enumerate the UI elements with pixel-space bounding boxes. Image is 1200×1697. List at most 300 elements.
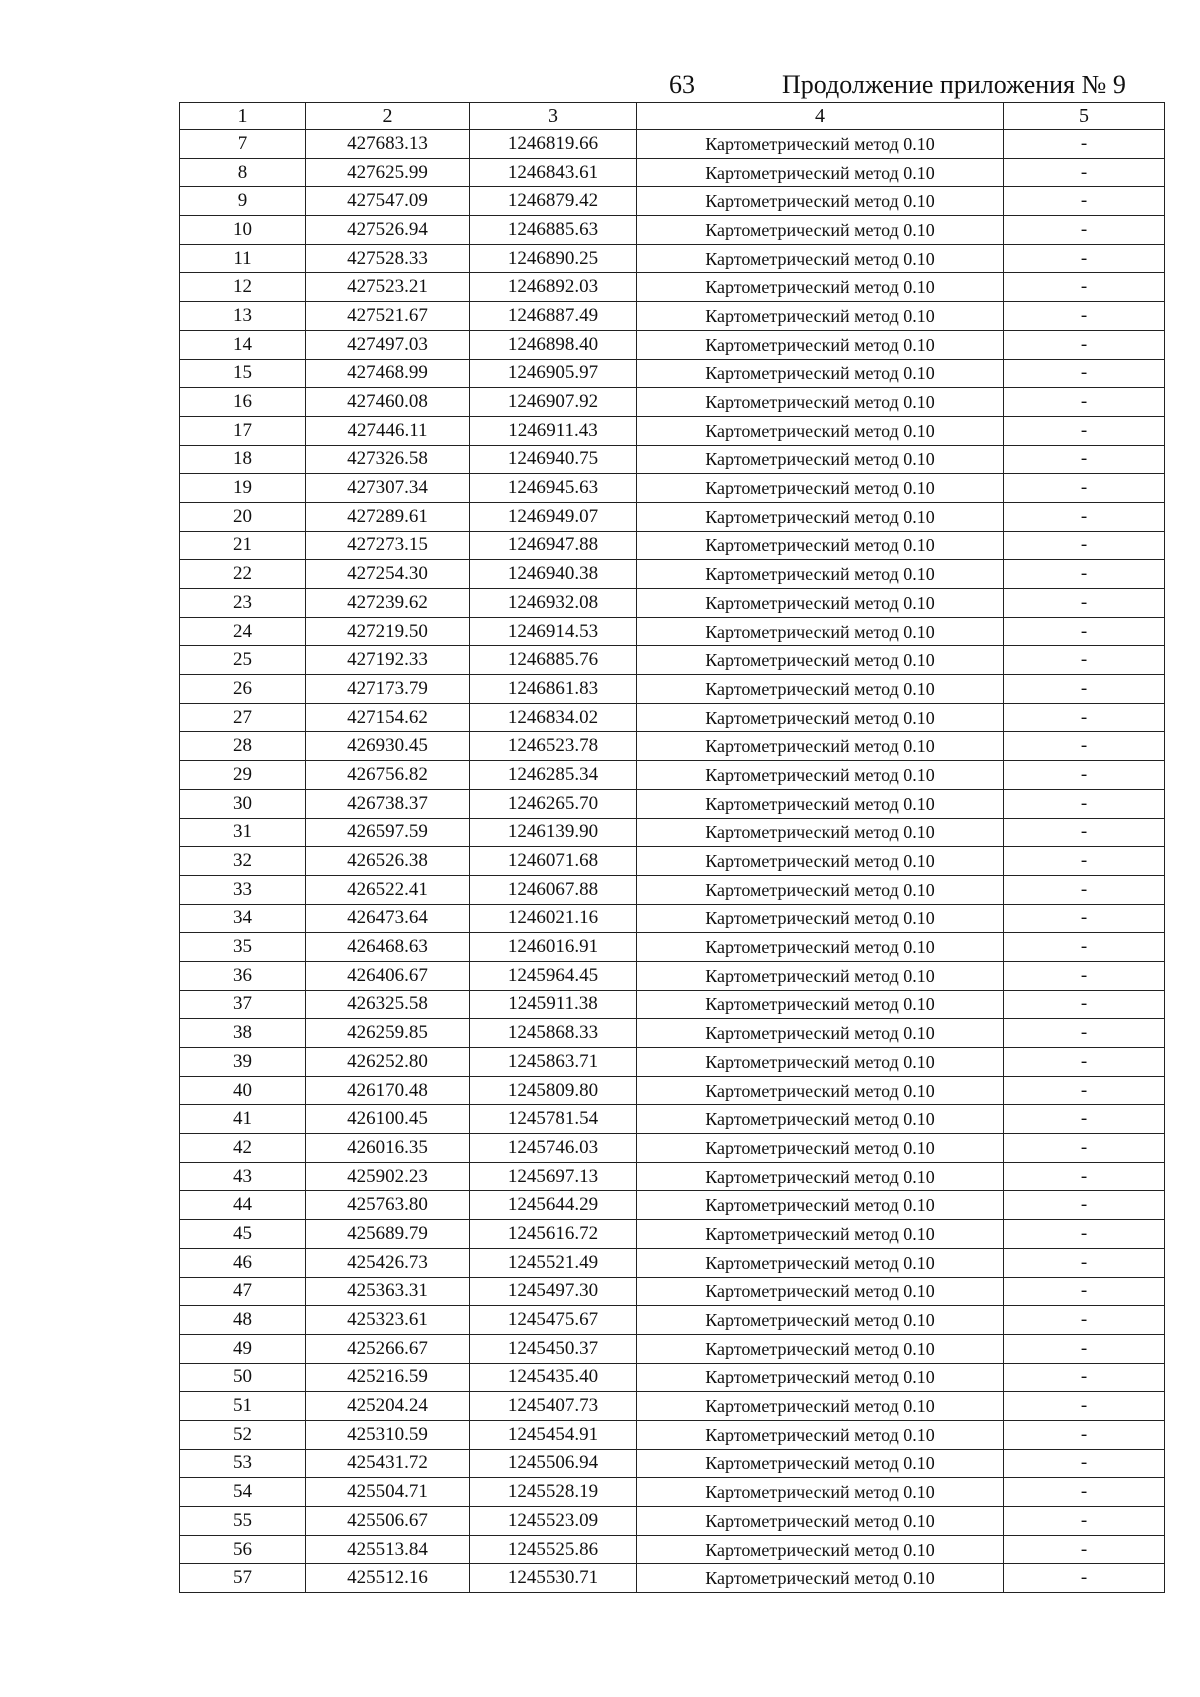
note-cell: -: [1004, 732, 1165, 761]
method-cell: Картометрический метод 0.10: [637, 933, 1004, 962]
method-cell: Картометрический метод 0.10: [637, 675, 1004, 704]
point-number-cell: 49: [180, 1334, 306, 1363]
point-number-cell: 26: [180, 675, 306, 704]
note-cell: -: [1004, 1076, 1165, 1105]
point-number-cell: 48: [180, 1306, 306, 1335]
point-number-cell: 56: [180, 1535, 306, 1564]
table-row: [180, 675, 1165, 704]
y-coordinate-cell: 1246947.88: [470, 531, 637, 560]
method-cell: Картометрический метод 0.10: [637, 244, 1004, 273]
method-cell: Картометрический метод 0.10: [637, 1162, 1004, 1191]
note-cell: -: [1004, 502, 1165, 531]
note-cell: -: [1004, 474, 1165, 503]
method-cell: Картометрический метод 0.10: [637, 617, 1004, 646]
note-cell: -: [1004, 1507, 1165, 1536]
table-row: [180, 1105, 1165, 1134]
x-coordinate-cell: 427289.61: [306, 502, 470, 531]
y-coordinate-cell: 1245506.94: [470, 1449, 637, 1478]
table-row: [180, 216, 1165, 245]
note-cell: -: [1004, 789, 1165, 818]
x-coordinate-cell: 427683.13: [306, 130, 470, 159]
y-coordinate-cell: 1246898.40: [470, 330, 637, 359]
method-cell: Картометрический метод 0.10: [637, 130, 1004, 159]
x-coordinate-cell: 425504.71: [306, 1478, 470, 1507]
note-cell: -: [1004, 1105, 1165, 1134]
column-header-5: 5: [1004, 103, 1165, 130]
x-coordinate-cell: 427219.50: [306, 617, 470, 646]
note-cell: -: [1004, 990, 1165, 1019]
method-cell: Картометрический метод 0.10: [637, 502, 1004, 531]
point-number-cell: 39: [180, 1048, 306, 1077]
y-coordinate-cell: 1245525.86: [470, 1535, 637, 1564]
y-coordinate-cell: 1246016.91: [470, 933, 637, 962]
method-cell: Картометрический метод 0.10: [637, 1105, 1004, 1134]
x-coordinate-cell: 427239.62: [306, 589, 470, 618]
table-row: [180, 273, 1165, 302]
note-cell: -: [1004, 1162, 1165, 1191]
x-coordinate-cell: 426930.45: [306, 732, 470, 761]
column-header-4: 4: [637, 103, 1004, 130]
method-cell: Картометрический метод 0.10: [637, 474, 1004, 503]
table-row: [180, 1019, 1165, 1048]
x-coordinate-cell: 426252.80: [306, 1048, 470, 1077]
point-number-cell: 11: [180, 244, 306, 273]
point-number-cell: 41: [180, 1105, 306, 1134]
method-cell: Картометрический метод 0.10: [637, 847, 1004, 876]
y-coordinate-cell: 1246940.75: [470, 445, 637, 474]
point-number-cell: 50: [180, 1363, 306, 1392]
x-coordinate-cell: 425323.61: [306, 1306, 470, 1335]
y-coordinate-cell: 1246021.16: [470, 904, 637, 933]
note-cell: -: [1004, 1478, 1165, 1507]
y-coordinate-cell: 1246843.61: [470, 158, 637, 187]
method-cell: Картометрический метод 0.10: [637, 1277, 1004, 1306]
x-coordinate-cell: 426473.64: [306, 904, 470, 933]
x-coordinate-cell: 427521.67: [306, 302, 470, 331]
point-number-cell: 42: [180, 1134, 306, 1163]
note-cell: -: [1004, 617, 1165, 646]
x-coordinate-cell: 426526.38: [306, 847, 470, 876]
point-number-cell: 46: [180, 1248, 306, 1277]
method-cell: Картометрический метод 0.10: [637, 990, 1004, 1019]
method-cell: Картометрический метод 0.10: [637, 1564, 1004, 1593]
y-coordinate-cell: 1245697.13: [470, 1162, 637, 1191]
x-coordinate-cell: 425266.67: [306, 1334, 470, 1363]
method-cell: Картометрический метод 0.10: [637, 1449, 1004, 1478]
y-coordinate-cell: 1246890.25: [470, 244, 637, 273]
note-cell: -: [1004, 130, 1165, 159]
y-coordinate-cell: 1245746.03: [470, 1134, 637, 1163]
y-coordinate-cell: 1246887.49: [470, 302, 637, 331]
method-cell: Картометрический метод 0.10: [637, 216, 1004, 245]
table-row: [180, 158, 1165, 187]
method-cell: Картометрический метод 0.10: [637, 1478, 1004, 1507]
point-number-cell: 47: [180, 1277, 306, 1306]
note-cell: -: [1004, 531, 1165, 560]
y-coordinate-cell: 1246949.07: [470, 502, 637, 531]
table-row: [180, 789, 1165, 818]
coordinates-table: [179, 102, 1165, 1593]
x-coordinate-cell: 425506.67: [306, 1507, 470, 1536]
y-coordinate-cell: 1246139.90: [470, 818, 637, 847]
point-number-cell: 31: [180, 818, 306, 847]
point-number-cell: 16: [180, 388, 306, 417]
x-coordinate-cell: 425763.80: [306, 1191, 470, 1220]
note-cell: -: [1004, 158, 1165, 187]
method-cell: Картометрический метод 0.10: [637, 560, 1004, 589]
point-number-cell: 22: [180, 560, 306, 589]
method-cell: Картометрический метод 0.10: [637, 187, 1004, 216]
table-row: [180, 1134, 1165, 1163]
table-row: [180, 904, 1165, 933]
method-cell: Картометрический метод 0.10: [637, 1363, 1004, 1392]
column-header-1: 1: [180, 103, 306, 130]
y-coordinate-cell: 1246285.34: [470, 761, 637, 790]
method-cell: Картометрический метод 0.10: [637, 1248, 1004, 1277]
note-cell: -: [1004, 1019, 1165, 1048]
x-coordinate-cell: 427307.34: [306, 474, 470, 503]
method-cell: Картометрический метод 0.10: [637, 416, 1004, 445]
x-coordinate-cell: 425216.59: [306, 1363, 470, 1392]
method-cell: Картометрический метод 0.10: [637, 1334, 1004, 1363]
y-coordinate-cell: 1245528.19: [470, 1478, 637, 1507]
y-coordinate-cell: 1246911.43: [470, 416, 637, 445]
x-coordinate-cell: 426100.45: [306, 1105, 470, 1134]
table-row: [180, 1535, 1165, 1564]
y-coordinate-cell: 1245523.09: [470, 1507, 637, 1536]
point-number-cell: 25: [180, 646, 306, 675]
x-coordinate-cell: 426738.37: [306, 789, 470, 818]
table-row: [180, 1507, 1165, 1536]
y-coordinate-cell: 1245863.71: [470, 1048, 637, 1077]
note-cell: -: [1004, 388, 1165, 417]
point-number-cell: 12: [180, 273, 306, 302]
table-row: [180, 703, 1165, 732]
x-coordinate-cell: 427547.09: [306, 187, 470, 216]
table-row: [180, 560, 1165, 589]
point-number-cell: 8: [180, 158, 306, 187]
y-coordinate-cell: 1246907.92: [470, 388, 637, 417]
note-cell: -: [1004, 646, 1165, 675]
column-header-3: 3: [470, 103, 637, 130]
y-coordinate-cell: 1245497.30: [470, 1277, 637, 1306]
point-number-cell: 37: [180, 990, 306, 1019]
y-coordinate-cell: 1246834.02: [470, 703, 637, 732]
note-cell: -: [1004, 1420, 1165, 1449]
note-cell: -: [1004, 1248, 1165, 1277]
note-cell: -: [1004, 1535, 1165, 1564]
note-cell: -: [1004, 675, 1165, 704]
x-coordinate-cell: 427528.33: [306, 244, 470, 273]
point-number-cell: 35: [180, 933, 306, 962]
table-row: [180, 416, 1165, 445]
method-cell: Картометрический метод 0.10: [637, 789, 1004, 818]
table-row: [180, 1191, 1165, 1220]
method-cell: Картометрический метод 0.10: [637, 359, 1004, 388]
method-cell: Картометрический метод 0.10: [637, 445, 1004, 474]
note-cell: -: [1004, 1564, 1165, 1593]
x-coordinate-cell: 425689.79: [306, 1220, 470, 1249]
y-coordinate-cell: 1246861.83: [470, 675, 637, 704]
y-coordinate-cell: 1246905.97: [470, 359, 637, 388]
table-row: [180, 875, 1165, 904]
method-cell: Картометрический метод 0.10: [637, 1306, 1004, 1335]
note-cell: -: [1004, 1191, 1165, 1220]
method-cell: Картометрический метод 0.10: [637, 1048, 1004, 1077]
note-cell: -: [1004, 875, 1165, 904]
point-number-cell: 32: [180, 847, 306, 876]
x-coordinate-cell: 425363.31: [306, 1277, 470, 1306]
x-coordinate-cell: 426522.41: [306, 875, 470, 904]
method-cell: Картометрический метод 0.10: [637, 1019, 1004, 1048]
x-coordinate-cell: 427254.30: [306, 560, 470, 589]
point-number-cell: 34: [180, 904, 306, 933]
x-coordinate-cell: 427273.15: [306, 531, 470, 560]
x-coordinate-cell: 427154.62: [306, 703, 470, 732]
x-coordinate-cell: 425512.16: [306, 1564, 470, 1593]
point-number-cell: 30: [180, 789, 306, 818]
y-coordinate-cell: 1245475.67: [470, 1306, 637, 1335]
table-row: [180, 502, 1165, 531]
x-coordinate-cell: 426325.58: [306, 990, 470, 1019]
table-row: [180, 1478, 1165, 1507]
point-number-cell: 7: [180, 130, 306, 159]
x-coordinate-cell: 426756.82: [306, 761, 470, 790]
x-coordinate-cell: 427523.21: [306, 273, 470, 302]
y-coordinate-cell: 1246914.53: [470, 617, 637, 646]
y-coordinate-cell: 1245809.80: [470, 1076, 637, 1105]
method-cell: Картометрический метод 0.10: [637, 818, 1004, 847]
method-cell: Картометрический метод 0.10: [637, 875, 1004, 904]
x-coordinate-cell: 425426.73: [306, 1248, 470, 1277]
note-cell: -: [1004, 761, 1165, 790]
point-number-cell: 14: [180, 330, 306, 359]
x-coordinate-cell: 426597.59: [306, 818, 470, 847]
y-coordinate-cell: 1246945.63: [470, 474, 637, 503]
table-row: [180, 961, 1165, 990]
table-row: [180, 244, 1165, 273]
method-cell: Картометрический метод 0.10: [637, 1392, 1004, 1421]
point-number-cell: 17: [180, 416, 306, 445]
method-cell: Картометрический метод 0.10: [637, 388, 1004, 417]
point-number-cell: 28: [180, 732, 306, 761]
method-cell: Картометрический метод 0.10: [637, 302, 1004, 331]
note-cell: -: [1004, 359, 1165, 388]
point-number-cell: 18: [180, 445, 306, 474]
x-coordinate-cell: 426016.35: [306, 1134, 470, 1163]
table-row: [180, 1076, 1165, 1105]
y-coordinate-cell: 1246819.66: [470, 130, 637, 159]
note-cell: -: [1004, 1277, 1165, 1306]
table-row: [180, 1420, 1165, 1449]
x-coordinate-cell: 427192.33: [306, 646, 470, 675]
note-cell: -: [1004, 933, 1165, 962]
x-coordinate-cell: 425513.84: [306, 1535, 470, 1564]
point-number-cell: 38: [180, 1019, 306, 1048]
y-coordinate-cell: 1245530.71: [470, 1564, 637, 1593]
table-row: [180, 761, 1165, 790]
table-row: [180, 1334, 1165, 1363]
x-coordinate-cell: 425204.24: [306, 1392, 470, 1421]
x-coordinate-cell: 427625.99: [306, 158, 470, 187]
note-cell: -: [1004, 847, 1165, 876]
point-number-cell: 36: [180, 961, 306, 990]
method-cell: Картометрический метод 0.10: [637, 589, 1004, 618]
x-coordinate-cell: 425902.23: [306, 1162, 470, 1191]
point-number-cell: 43: [180, 1162, 306, 1191]
y-coordinate-cell: 1245964.45: [470, 961, 637, 990]
note-cell: -: [1004, 1449, 1165, 1478]
point-number-cell: 9: [180, 187, 306, 216]
table-row: [180, 732, 1165, 761]
y-coordinate-cell: 1245868.33: [470, 1019, 637, 1048]
table-row: [180, 646, 1165, 675]
table-row: [180, 1449, 1165, 1478]
method-cell: Картометрический метод 0.10: [637, 330, 1004, 359]
x-coordinate-cell: 427446.11: [306, 416, 470, 445]
method-cell: Картометрический метод 0.10: [637, 1220, 1004, 1249]
table-row: [180, 1363, 1165, 1392]
note-cell: -: [1004, 904, 1165, 933]
point-number-cell: 55: [180, 1507, 306, 1536]
y-coordinate-cell: 1246067.88: [470, 875, 637, 904]
table-row: [180, 1220, 1165, 1249]
y-coordinate-cell: 1245521.49: [470, 1248, 637, 1277]
method-cell: Картометрический метод 0.10: [637, 904, 1004, 933]
method-cell: Картометрический метод 0.10: [637, 1191, 1004, 1220]
note-cell: -: [1004, 560, 1165, 589]
point-number-cell: 15: [180, 359, 306, 388]
point-number-cell: 51: [180, 1392, 306, 1421]
point-number-cell: 33: [180, 875, 306, 904]
x-coordinate-cell: 427326.58: [306, 445, 470, 474]
note-cell: -: [1004, 273, 1165, 302]
point-number-cell: 53: [180, 1449, 306, 1478]
method-cell: Картометрический метод 0.10: [637, 531, 1004, 560]
point-number-cell: 21: [180, 531, 306, 560]
table-row: [180, 130, 1165, 159]
point-number-cell: 27: [180, 703, 306, 732]
x-coordinate-cell: 425310.59: [306, 1420, 470, 1449]
y-coordinate-cell: 1246932.08: [470, 589, 637, 618]
page-number: 63: [669, 70, 695, 99]
table-row: [180, 1564, 1165, 1593]
point-number-cell: 45: [180, 1220, 306, 1249]
table-row: [180, 1048, 1165, 1077]
method-cell: Картометрический метод 0.10: [637, 1420, 1004, 1449]
y-coordinate-cell: 1246071.68: [470, 847, 637, 876]
note-cell: -: [1004, 589, 1165, 618]
y-coordinate-cell: 1246523.78: [470, 732, 637, 761]
x-coordinate-cell: 426170.48: [306, 1076, 470, 1105]
table-header-row: [180, 103, 1165, 130]
x-coordinate-cell: 426468.63: [306, 933, 470, 962]
table-row: [180, 617, 1165, 646]
method-cell: Картометрический метод 0.10: [637, 646, 1004, 675]
x-coordinate-cell: 427468.99: [306, 359, 470, 388]
point-number-cell: 57: [180, 1564, 306, 1593]
table-row: [180, 847, 1165, 876]
table-row: [180, 187, 1165, 216]
point-number-cell: 19: [180, 474, 306, 503]
y-coordinate-cell: 1246265.70: [470, 789, 637, 818]
x-coordinate-cell: 425431.72: [306, 1449, 470, 1478]
table-body: [180, 130, 1165, 1593]
point-number-cell: 40: [180, 1076, 306, 1105]
table-row: [180, 1277, 1165, 1306]
x-coordinate-cell: 427173.79: [306, 675, 470, 704]
note-cell: -: [1004, 703, 1165, 732]
point-number-cell: 52: [180, 1420, 306, 1449]
method-cell: Картометрический метод 0.10: [637, 273, 1004, 302]
y-coordinate-cell: 1246892.03: [470, 273, 637, 302]
table-row: [180, 388, 1165, 417]
note-cell: -: [1004, 1363, 1165, 1392]
method-cell: Картометрический метод 0.10: [637, 1076, 1004, 1105]
y-coordinate-cell: 1246879.42: [470, 187, 637, 216]
page-title: Продолжение приложения № 9: [782, 70, 1126, 99]
table-row: [180, 933, 1165, 962]
table-row: [180, 818, 1165, 847]
note-cell: -: [1004, 216, 1165, 245]
method-cell: Картометрический метод 0.10: [637, 1507, 1004, 1536]
note-cell: -: [1004, 445, 1165, 474]
y-coordinate-cell: 1245911.38: [470, 990, 637, 1019]
note-cell: -: [1004, 416, 1165, 445]
note-cell: -: [1004, 1220, 1165, 1249]
note-cell: -: [1004, 1334, 1165, 1363]
point-number-cell: 10: [180, 216, 306, 245]
table-row: [180, 990, 1165, 1019]
y-coordinate-cell: 1245616.72: [470, 1220, 637, 1249]
y-coordinate-cell: 1246885.76: [470, 646, 637, 675]
table-row: [180, 445, 1165, 474]
y-coordinate-cell: 1246940.38: [470, 560, 637, 589]
table-row: [180, 1306, 1165, 1335]
point-number-cell: 24: [180, 617, 306, 646]
method-cell: Картометрический метод 0.10: [637, 158, 1004, 187]
x-coordinate-cell: 427460.08: [306, 388, 470, 417]
method-cell: Картометрический метод 0.10: [637, 732, 1004, 761]
point-number-cell: 20: [180, 502, 306, 531]
table-row: [180, 531, 1165, 560]
note-cell: -: [1004, 1134, 1165, 1163]
table-row: [180, 1248, 1165, 1277]
table-row: [180, 330, 1165, 359]
x-coordinate-cell: 426259.85: [306, 1019, 470, 1048]
point-number-cell: 29: [180, 761, 306, 790]
method-cell: Картометрический метод 0.10: [637, 1535, 1004, 1564]
y-coordinate-cell: 1245644.29: [470, 1191, 637, 1220]
x-coordinate-cell: 427526.94: [306, 216, 470, 245]
column-header-2: 2: [306, 103, 470, 130]
note-cell: -: [1004, 1048, 1165, 1077]
note-cell: -: [1004, 187, 1165, 216]
table-row: [180, 1162, 1165, 1191]
point-number-cell: 23: [180, 589, 306, 618]
table-header: [180, 103, 1165, 130]
note-cell: -: [1004, 818, 1165, 847]
point-number-cell: 54: [180, 1478, 306, 1507]
method-cell: Картометрический метод 0.10: [637, 1134, 1004, 1163]
y-coordinate-cell: 1245454.91: [470, 1420, 637, 1449]
method-cell: Картометрический метод 0.10: [637, 961, 1004, 990]
note-cell: -: [1004, 1306, 1165, 1335]
table-row: [180, 589, 1165, 618]
table-row: [180, 302, 1165, 331]
y-coordinate-cell: 1245450.37: [470, 1334, 637, 1363]
table-row: [180, 1392, 1165, 1421]
